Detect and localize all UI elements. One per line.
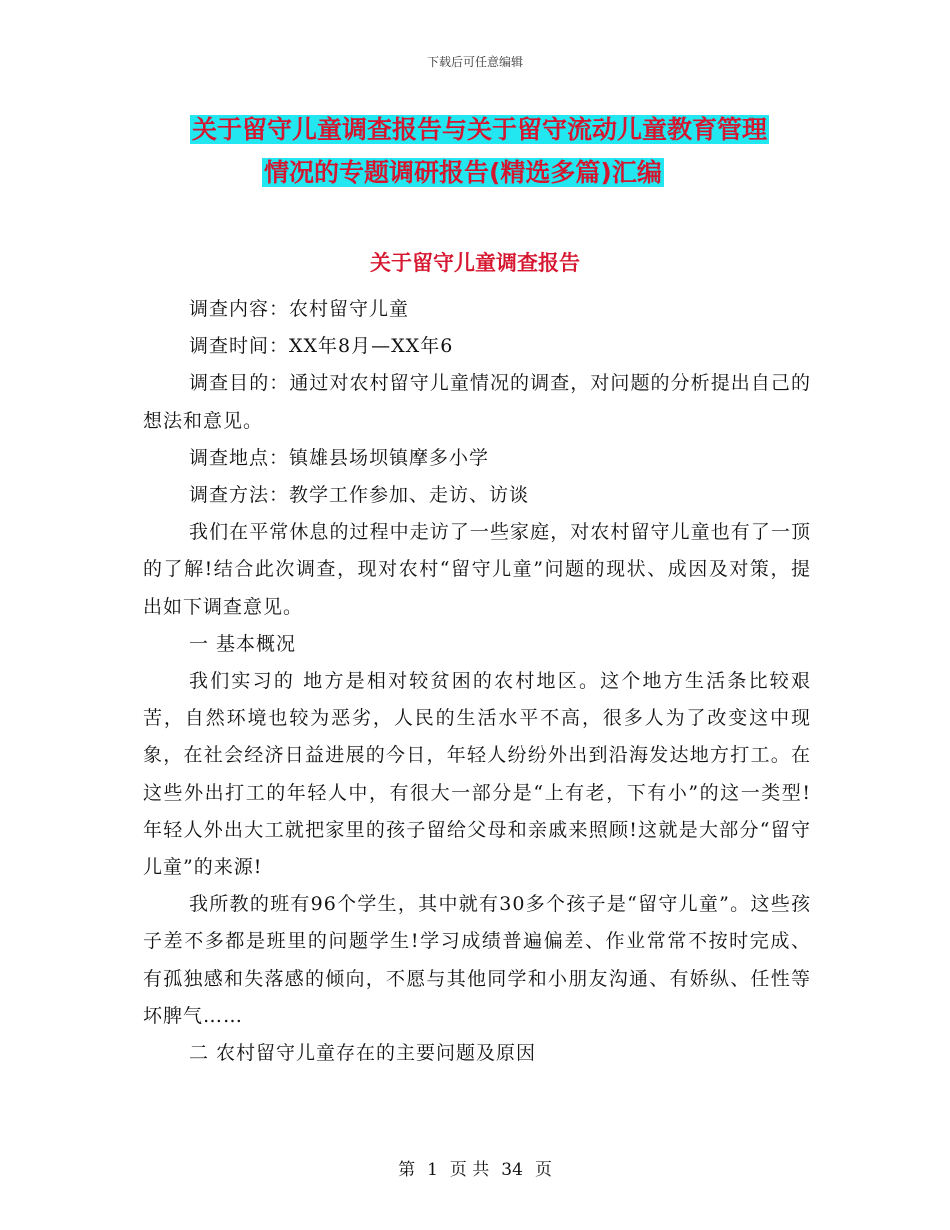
heading-basic-overview: 一 基本概况 — [189, 632, 297, 655]
title-highlight-2: 情况的专题调研报告(精选多篇)汇编 — [264, 158, 662, 187]
body-text — [143, 291, 811, 1072]
paragraph-survey-purpose: 调查目的：通过对农村留守儿童情况的调查，对问题的分析提出自己的想法和意见。 — [143, 372, 811, 432]
document-title-line-1 — [0, 112, 950, 148]
document-title-line-2 — [0, 155, 950, 191]
footer-suffix: 页 — [534, 1160, 552, 1180]
footer-middle: 页 共 — [449, 1160, 490, 1180]
page-footer — [0, 1155, 950, 1180]
section-title: 关于留守儿童调查报告 — [370, 251, 580, 275]
paragraph-survey-method: 调查方法：教学工作参加、走访、访谈 — [189, 484, 530, 507]
title-highlight-1: 关于留守儿童调查报告与关于留守流动儿童教育管理 — [192, 115, 768, 144]
paragraph-overview: 我们实习的 地方是相对较贫困的农村地区。这个地方生活条比较艰苦，自然环境也较为恶劣，人民的生活水平不高，很多人为了改变这中现象，在社会经济日益进展的今日，年轻人纷纷外出到沿海发达地方打工。在这些外出打工的年轻人中，有很大一部分是“上有老，下有小”的这一类型!年轻人外出大工就把家里的孩子留给父母和亲戚来照顾!这就是大部分“留守儿童”的来源! — [143, 670, 811, 879]
paragraph-survey-location: 调查地点：镇雄县场坝镇摩多小学 — [189, 446, 490, 469]
paragraph-class: 我所教的班有96个学生，其中就有30多个孩子是“留守儿童”。这些孩子差不多都是班里的问题学生!学习成绩普遍偏差、作业常常不按时完成、有孤独感和失落感的倾向，不愿与其他同学和小朋友沟通、有娇纵、任性等坏脾气…… — [143, 893, 811, 1027]
footer-prefix: 第 — [398, 1160, 416, 1180]
footer-total-pages: 34 — [501, 1160, 523, 1180]
paragraph-survey-content: 调查内容：农村留守儿童 — [189, 298, 410, 320]
footer-page-number: 1 — [427, 1160, 438, 1180]
header-note: 下载后可任意编辑 — [426, 55, 523, 69]
paragraph-survey-time: 调查时间：XX年8月—XX年6 — [189, 335, 454, 358]
heading-main-problems: 二 农村留守儿童存在的主要问题及原因 — [189, 1042, 537, 1065]
paragraph-intro: 我们在平常休息的过程中走访了一些家庭，对农村留守儿童也有了一顶的了解!结合此次调查，现对农村“留守儿童”问题的现状、成因及对策，提出如下调查意见。 — [143, 521, 811, 618]
